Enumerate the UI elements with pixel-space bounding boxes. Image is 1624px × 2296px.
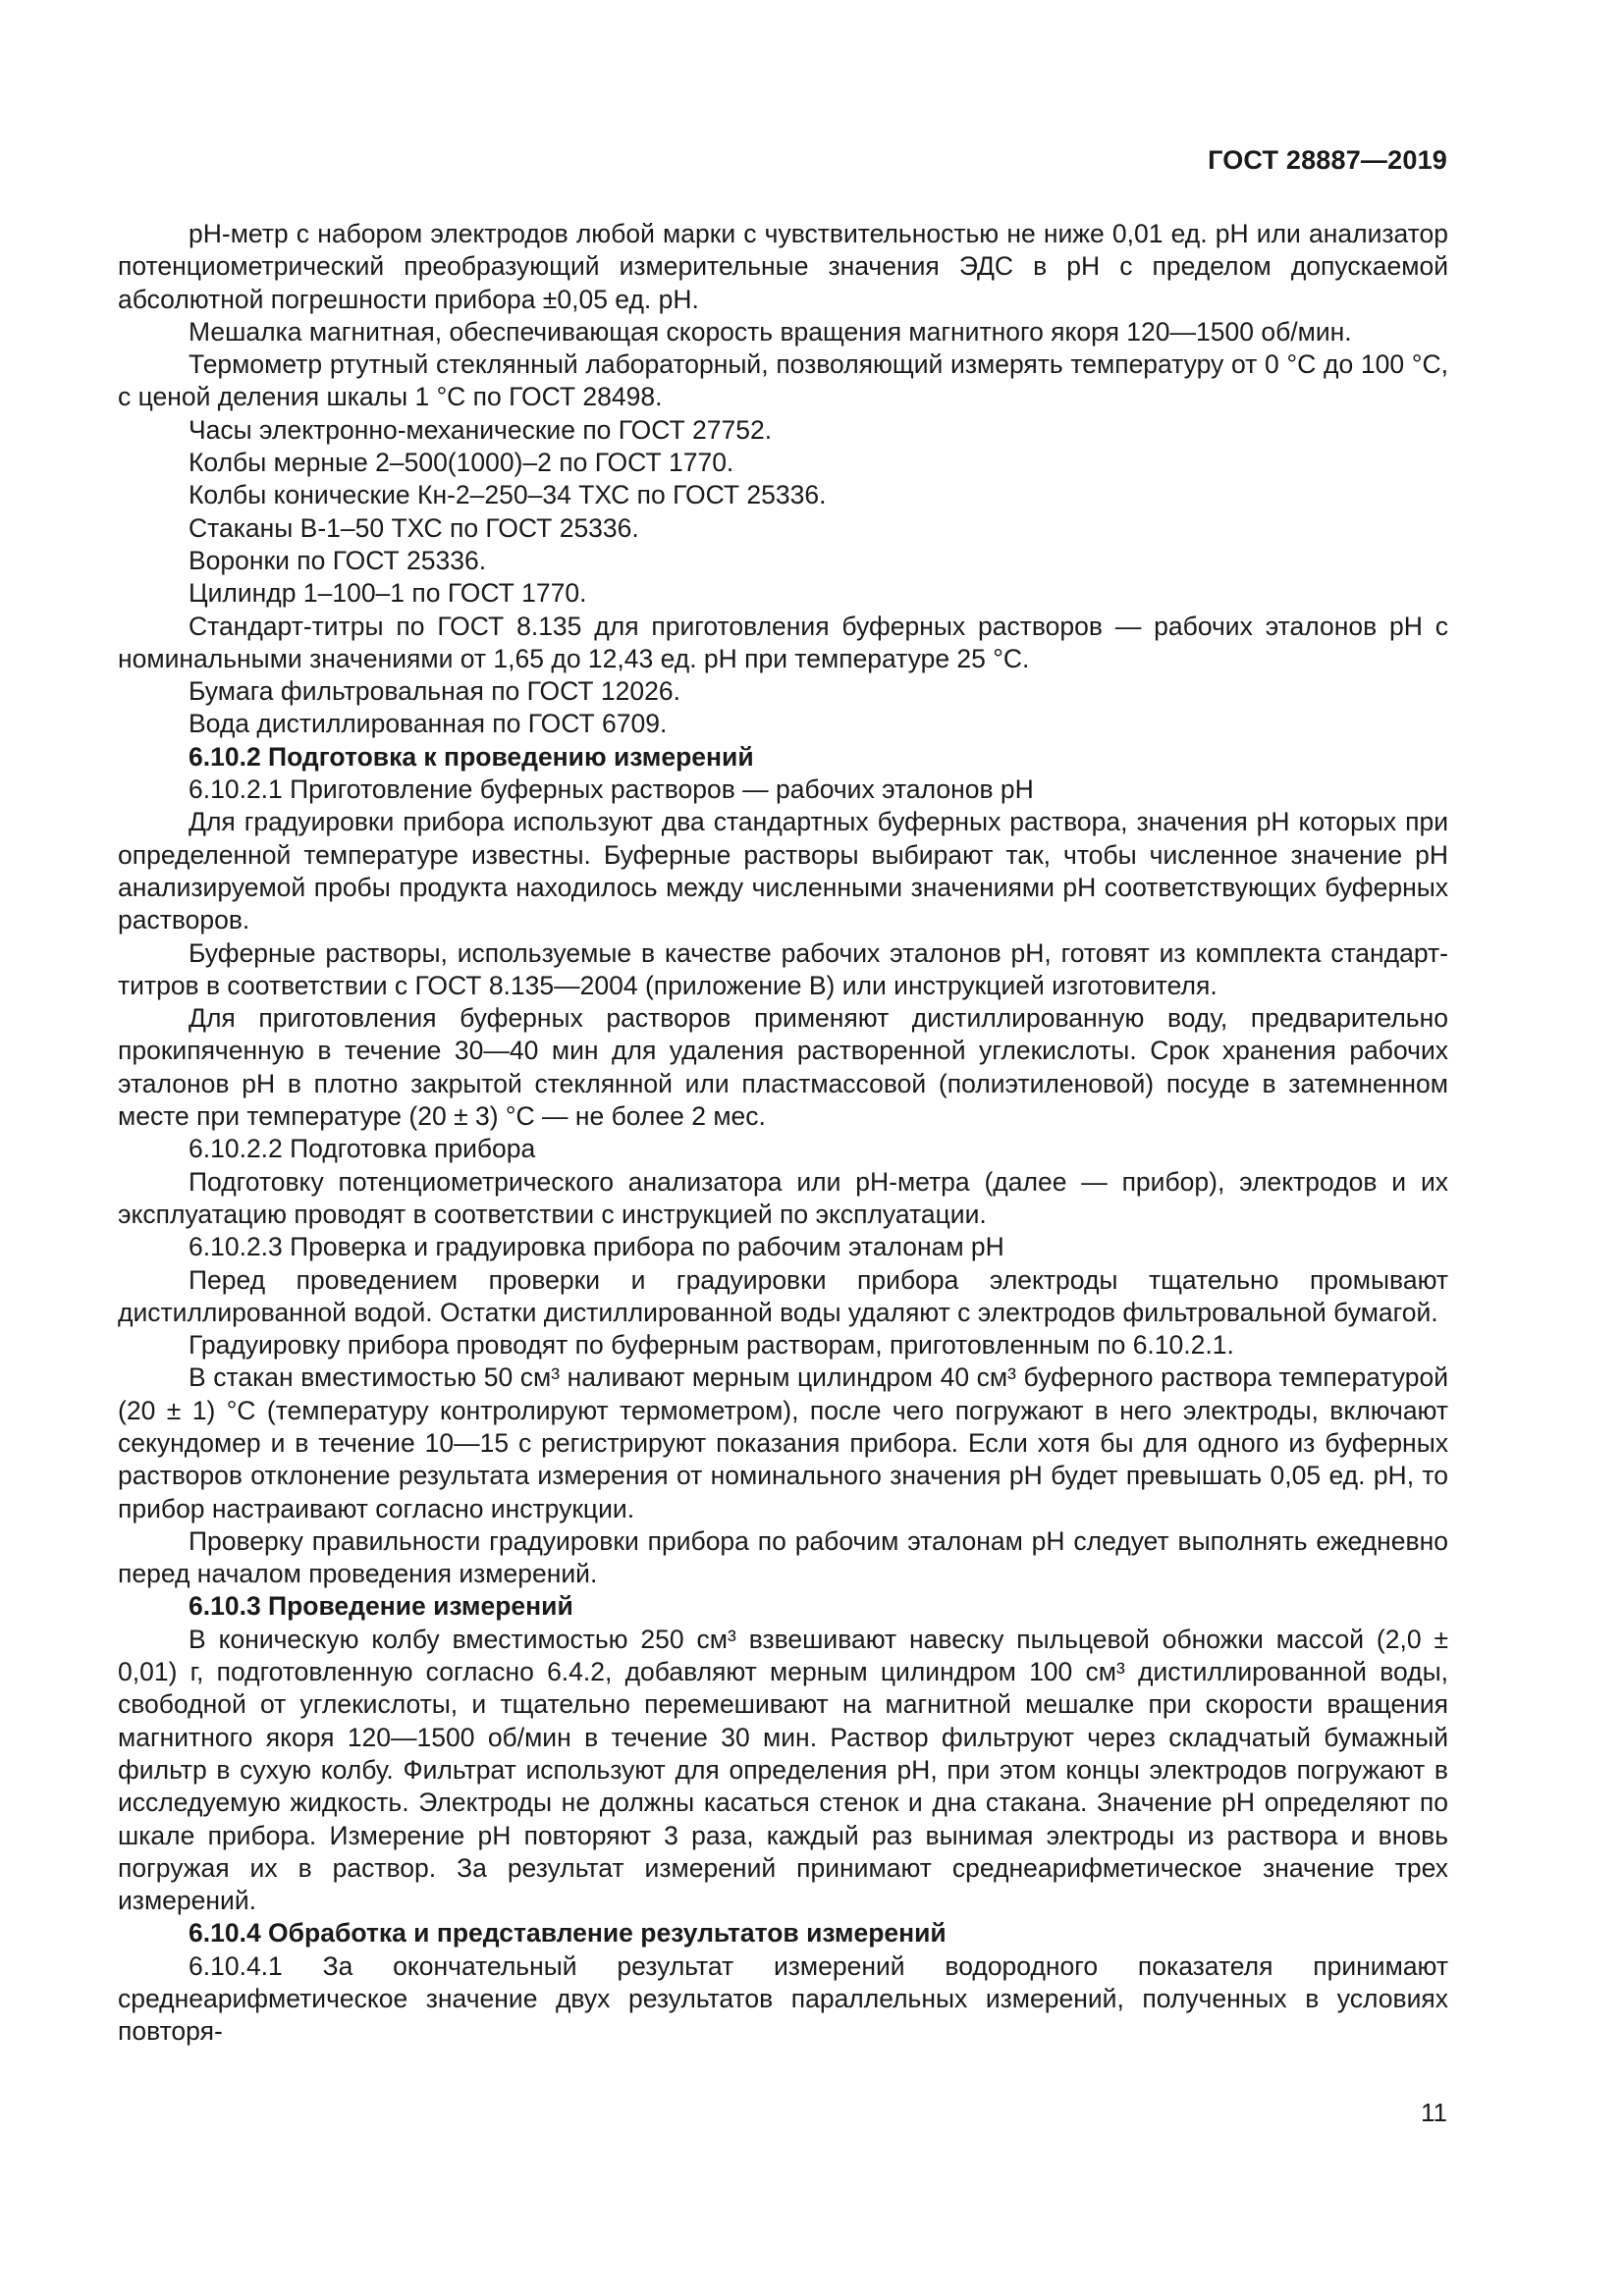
paragraph-buffer-preparation: Буферные растворы, используемые в качестве рабочих эталонов pH, готовят из комплекта стандарт-титров в соответствии с ГОСТ 8.135—2004 (приложение В) или инструкцией изготовителя. [118, 937, 1448, 1000]
paragraph-filter-paper: Бумага фильтровальная по ГОСТ 12026. [189, 676, 680, 707]
paragraph-calibration-reference: Градуировку прибора проводят по буферным растворам, приготовленным по 6.10.2.1. [189, 1330, 1234, 1361]
paragraph-beakers: Стаканы В-1–50 ТХС по ГОСТ 25336. [189, 512, 639, 543]
paragraph-device-preparation: Подготовку потенциометрического анализатора или pH-метра (далее — прибор), электродов и их эксплуатацию проводят в соответствии с инструкцией по эксплуатации. [118, 1166, 1448, 1229]
paragraph-daily-check: Проверку правильности градуировки прибора по рабочим эталонам pH следует выполнять ежедневно перед началом проведения измерений. [118, 1525, 1448, 1589]
paragraph-measurement-procedure: В коническую колбу вместимостью 250 см³ взвешивают навеску пыльцевой обножки массой (2,0 ± 0,01) г, подготовленную согласно 6.4.2, добавляют мерным цилиндром 100 см³ дистиллированной воды, свободной от углекислоты, и тщательно перемешивают на магнитной мешалке при скорости вращения магнитного якоря 120—1500 об/мин в течение 30 мин. Раствор фильтруют через складчатый бумажный фильтр в сухую колбу. Фильтрат используют для определения pH, при этом концы электродов погружают в исследуемую жидкость. Электроды не должны касаться стенок и дна стакана. Значение pH определяют по шкале прибора. Измерение pH повторяют 3 раза, каждый раз вынимая электроды из раствора и вновь погружая их в раствор. За результат измерений принимают среднеарифметическое значение трех измерений. [118, 1624, 1448, 1916]
section-heading-6-10-4: 6.10.4 Обработка и представление результатов измерений [189, 1918, 947, 1949]
paragraph-volumetric-flasks: Колбы мерные 2–500(1000)–2 по ГОСТ 1770. [189, 448, 734, 478]
paragraph-electrode-rinsing: Перед проведением проверки и градуировки прибора электроды тщательно промывают дистиллированной водой. Остатки дистиллированной воды удаляют с электродов фильтровальной бумагой. [118, 1264, 1448, 1327]
paragraph-buffer-storage: Для приготовления буферных растворов применяют дистиллированную воду, предварительно прокипяченную в течение 30—40 мин для удаления растворенной углекислоты. Срок хранения рабочих эталонов pH в плотно закрытой стеклянной или пластмассовой (полиэтиленовой) посуде в затемненном месте при температуре (20 ± 3) °С — не более 2 мес. [118, 1003, 1448, 1132]
paragraph-magnetic-stirrer: Мешалка магнитная, обеспечивающая скорость вращения магнитного якоря 120—1500 об/мин. [189, 316, 1352, 347]
paragraph-final-result: 6.10.4.1 За окончательный результат измерений водородного показателя принимают среднеарифметическое значение двух результатов параллельных измерений, полученных в условиях повторя- [118, 1950, 1448, 2047]
paragraph-funnels: Воронки по ГОСТ 25336. [189, 545, 487, 575]
paragraph-calibration-procedure: В стакан вместимостью 50 см³ наливают мерным цилиндром 40 см³ буферного раствора температурой (20 ± 1) °С (температуру контролируют термометром), после чего погружают в него электроды, включают секундомер и в течение 10—15 с регистрируют показания прибора. Если хотя бы для одного из буферных растворов отклонение результата измерения от номинального значения pH будет превышать 0,05 ед. pH, то прибор настраивают согласно инструкции. [118, 1362, 1448, 1523]
paragraph-standard-titres: Стандарт-титры по ГОСТ 8.135 для приготовления буферных растворов — рабочих эталонов pH с номинальными значениями от 1,65 до 12,43 ед. pH при температуре 25 °С. [118, 611, 1448, 673]
document-code: ГОСТ 28887—2019 [1208, 145, 1447, 175]
paragraph-cylinder: Цилиндр 1–100–1 по ГОСТ 1770. [189, 578, 587, 609]
page-number: 11 [1421, 2098, 1447, 2127]
section-heading-6-10-2: 6.10.2 Подготовка к проведению измерений [189, 741, 754, 772]
paragraph-conical-flasks: Колбы конические Кн-2–250–34 ТХС по ГОСТ 25336. [189, 480, 827, 510]
paragraph-distilled-water: Вода дистиллированная по ГОСТ 6709. [189, 709, 668, 739]
document-body [118, 218, 1448, 2049]
subsection-heading-6-10-2-3: 6.10.2.3 Проверка и градуировка прибора по рабочим эталонам pH [189, 1232, 1004, 1262]
paragraph-clock: Часы электронно-механические по ГОСТ 27752. [189, 414, 773, 445]
paragraph-calibration-buffers: Для градуировки прибора используют два стандартных буферных раствора, значения pH которых при определенной температуре известны. Буферные растворы выбирают так, чтобы численное значение pH анализируемой пробы продукта находилось между численными значениями pH соответствующих буферных растворов. [118, 807, 1448, 935]
subsection-heading-6-10-2-1: 6.10.2.1 Приготовление буферных растворов — рабочих эталонов pH [189, 774, 1034, 805]
paragraph-thermometer: Термометр ртутный стеклянный лабораторный, позволяющий измерять температуру от 0 °С до 100 °С, с ценой деления шкалы 1 °С по ГОСТ 28498. [118, 349, 1448, 412]
paragraph-ph-meter: pH-метр с набором электродов любой марки с чувствительностью не ниже 0,01 ед. pH или анализатор потенциометрический преобразующий измерительные значения ЭДС в pH с пределом допускаемой абсолютной погрешности прибора ±0,05 ед. pH. [118, 219, 1448, 314]
subsection-heading-6-10-2-2: 6.10.2.2 Подготовка прибора [189, 1134, 536, 1164]
section-heading-6-10-3: 6.10.3 Проведение измерений [189, 1591, 573, 1622]
